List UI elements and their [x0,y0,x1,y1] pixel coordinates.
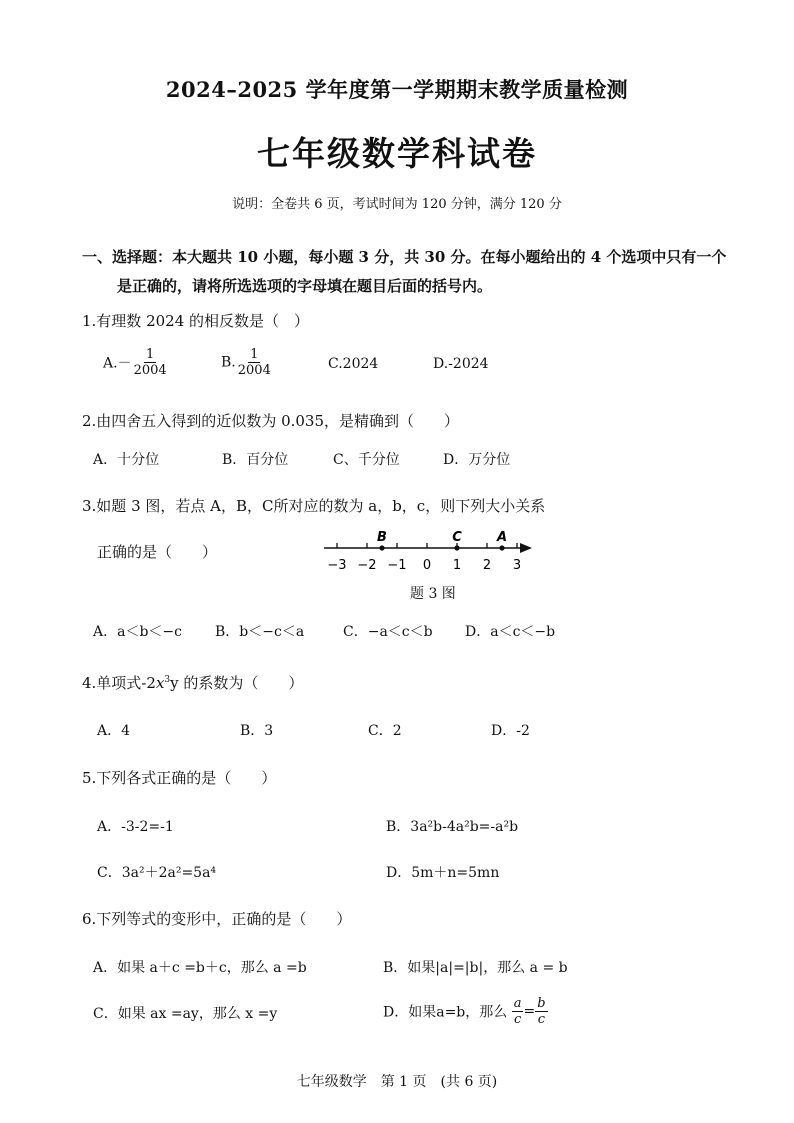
exponent: 3 [164,675,171,685]
question-5-option-d: D．5m＋n=5mn [386,865,500,881]
exam-subject-title: 七年级数学科试卷 [257,134,537,173]
number-line-tick-label: 3 [512,558,522,573]
section-heading-line1: 一、选择题：本大题共 10 小题，每小题 3 分，共 30 分。在每小题给出的 4 个选项中只有一个 [82,248,727,266]
question-6-option-b: B．如果|a|=|b|，那么 a = b [383,960,568,976]
question-6-stem: 6.下列等式的变形中，正确的是（ ） [82,910,352,928]
question-4-stem [82,672,303,693]
question-4-option-d: D．-2 [491,723,530,739]
option-a-fraction [132,347,169,378]
question-1-option-c: C.2024 [328,356,379,372]
question-2-stem: 2.由四舍五入得到的近似数为 0.035，是精确到（ ） [82,412,460,430]
number-line-tick-label: −3 [327,558,347,573]
number-line-point-label: C [452,530,462,545]
variable-x: x [155,674,165,692]
question-4-option-b: B．3 [240,723,274,739]
question-4-option-c: C．2 [368,723,402,739]
stem-prefix: 4.单项式-2 [82,674,156,692]
number-line-point-label: B [377,530,387,545]
question-1-option-b [221,347,273,378]
question-3-option-c: C．−a＜c＜b [343,624,433,640]
fraction-denominator: c [537,1012,546,1027]
number-line-tick-label: 0 [422,558,432,573]
number-line-point-label: A [496,530,508,545]
question-6-option-d [383,996,548,1027]
question-2-option-c: C、千分位 [333,452,400,468]
stem-suffix: y 的系数为（ ） [170,674,304,692]
question-2-option-d: D．万分位 [443,452,511,468]
question-3-stem-continued: 正确的是（ ） [97,543,218,561]
number-line-point [499,545,504,550]
arrow-head-icon [520,543,532,553]
exam-period-title: 2024–2025 学年度第一学期期末教学质量检测 [165,77,629,102]
section-heading-line2: 是正确的，请将所选选项的字母填在题目后面的括号内。 [117,277,493,295]
question-2-option-a: A．十分位 [93,452,160,468]
exam-instructions: 说明：全卷共 6 页，考试时间为 120 分钟，满分 120 分 [232,197,562,212]
number-line-tick-label: −1 [387,558,407,573]
question-5-stem: 5.下列各式正确的是（ ） [82,769,277,787]
number-line-point [454,545,459,550]
fraction-numerator: 1 [250,347,259,362]
figure-3-caption: 题 3 图 [410,586,456,602]
question-3-option-b: B．b＜−c＜a [215,624,305,640]
question-5-option-a: A．-3-2=-1 [97,819,174,835]
question-3-option-a: A．a＜b＜−c [93,624,182,640]
question-4-option-a: A．4 [97,723,131,739]
question-1-option-d: D.-2024 [433,356,489,372]
number-line-point [379,545,384,550]
number-line-figure [310,526,540,578]
question-6-option-c: C．如果 ax =ay，那么 x =y [93,1006,278,1022]
fraction-numerator: b [537,996,546,1011]
option-b-fraction [236,347,273,378]
question-1-stem: 1.有理数 2024 的相反数是（ ） [82,312,310,330]
question-5-option-c: C．3a²＋2a²=5a⁴ [97,865,217,881]
fraction-numerator: 1 [145,347,155,362]
question-2-option-b: B．百分位 [222,452,289,468]
number-line-tick-label: 1 [452,558,462,573]
option-d-prefix: D．如果a=b，那么 [383,1004,508,1021]
fraction-denominator: 2004 [237,363,271,378]
fraction-numerator: a [513,996,522,1011]
question-3-option-d: D．a＜c＜−b [465,624,556,640]
page-footer: 七年级数学 第 1 页 (共 6 页) [296,1074,498,1090]
fraction-denominator: 2004 [133,363,167,378]
question-1-option-a [103,347,169,378]
fraction-b-over-c [535,996,547,1027]
fraction-denominator: c [513,1012,522,1027]
question-6-option-a: A．如果 a＋c =b＋c，那么 a =b [93,960,307,976]
number-line-tick-label: 2 [482,558,492,573]
question-5-option-b: B．3a²b-4a²b=-a²b [386,819,519,835]
option-a-prefix: A.－ [103,355,132,372]
number-line-tick-label: −2 [357,558,377,573]
question-3-stem: 3.如题 3 图，若点 A，B，C所对应的数为 a，b，c，则下列大小关系 [82,497,546,515]
option-b-prefix: B. [221,354,236,371]
fraction-a-over-c [512,996,524,1027]
equals-sign: = [523,1003,536,1020]
